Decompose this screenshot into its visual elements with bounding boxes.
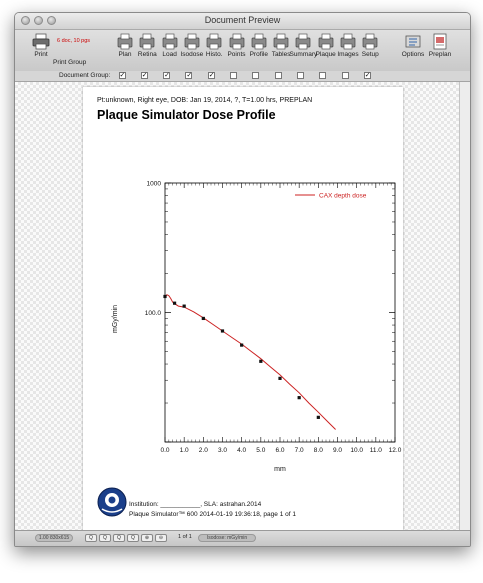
preview-area[interactable] [15, 82, 470, 530]
tables-icon [272, 33, 290, 50]
toolbar [15, 30, 470, 72]
toolbar-item-label: Summary [289, 51, 318, 58]
data-point [202, 317, 205, 320]
toolbar-item-label: Setup [361, 51, 379, 58]
cax-depth-dose-line [165, 295, 336, 430]
title-bar [15, 13, 470, 30]
data-point [240, 344, 243, 347]
toolbar-setup-button[interactable] [358, 33, 382, 58]
images-icon [339, 33, 357, 50]
data-point [278, 377, 281, 380]
toolbar-item-label: Load [162, 51, 177, 58]
data-point [317, 416, 320, 419]
document-group-checkbox[interactable]: ✓ [164, 72, 170, 79]
zoom-plus-button[interactable]: ⊕ [141, 534, 153, 542]
x-tick-label: 10.0 [350, 447, 363, 454]
document-group-checkbox[interactable] [230, 72, 237, 79]
isodose-icon [183, 33, 201, 50]
options-icon [404, 33, 422, 50]
plan-icon [116, 33, 134, 50]
document-group-checkbox[interactable]: ✓ [119, 72, 126, 79]
zoom-fit-button[interactable]: Q [113, 534, 125, 542]
document-group-checkbox[interactable]: ✓ [364, 72, 371, 79]
toolbar-item-label: Images [337, 51, 359, 58]
data-point [163, 295, 166, 298]
x-tick-label: 1.0 [179, 447, 189, 454]
zoom-minus-button[interactable]: ⊖ [155, 534, 167, 542]
points-icon [228, 33, 246, 50]
profile-icon [250, 33, 268, 50]
histogram-icon [205, 33, 223, 50]
toolbar-item-label: Isodose [180, 51, 204, 58]
y-axis-label: mGy/min [112, 305, 119, 333]
toolbar-item-label: Points [227, 51, 246, 58]
document-page [83, 87, 403, 532]
preplan-label: Preplan [428, 51, 452, 58]
x-tick-label: 0.0 [160, 447, 170, 454]
vertical-scrollbar[interactable] [459, 82, 470, 530]
toolbar-item-label: Profile [249, 51, 269, 58]
y-tick-label: 1000 [146, 180, 161, 188]
footer-institution: Institution: ___________, SLA: astrahan.2014 [129, 501, 262, 508]
eye-physics-logo-icon [97, 487, 127, 517]
setup-icon [361, 33, 379, 50]
document-group-checkbox[interactable] [342, 72, 349, 79]
document-preview-window [14, 12, 471, 547]
toolbar-item-label: Tables [271, 51, 291, 58]
patient-info-line: Pt:unknown, Right eye, DOB: Jan 19, 2014, ?, T=1.00 hrs, PREPLAN [97, 97, 313, 104]
summary-icon [294, 33, 312, 50]
data-point [221, 329, 224, 332]
x-tick-label: 3.0 [217, 447, 228, 454]
page-indicator: 1 of 1 [178, 534, 192, 540]
printer-icon [32, 33, 50, 50]
retina-icon [138, 33, 156, 50]
x-tick-label: 9.0 [332, 447, 343, 454]
document-group-bar [15, 71, 470, 82]
y-tick-label: 100.0 [144, 310, 161, 317]
document-group-checkbox[interactable]: ✓ [208, 72, 215, 79]
data-point [298, 396, 301, 399]
data-point [259, 360, 262, 363]
plot-frame [165, 183, 395, 442]
preplan-icon [431, 33, 449, 50]
zoom-in-button[interactable]: Q [85, 534, 97, 542]
print-group-button[interactable]: Print Group [53, 59, 87, 66]
document-group-checkbox[interactable]: ✓ [186, 72, 193, 79]
document-group-checkbox[interactable] [297, 72, 304, 79]
legend-label: CAX depth dose [319, 192, 367, 200]
print-button[interactable] [29, 33, 53, 58]
status-bar [15, 530, 470, 546]
zoom-out-button[interactable]: Q [99, 534, 111, 542]
print-group-value: 6 doc, 10 pgs [57, 38, 91, 44]
x-tick-label: 7.0 [294, 447, 304, 454]
load-icon [161, 33, 179, 50]
x-axis-label: mm [274, 466, 286, 473]
zoom-actual-button[interactable]: Q [127, 534, 139, 542]
x-tick-label: 12.0 [388, 447, 402, 454]
window-title: Document Preview [204, 15, 281, 25]
toolbar-item-label: Plan [118, 51, 132, 58]
print-label: Print [34, 51, 48, 58]
page-title: Plaque Simulator Dose Profile [97, 108, 276, 122]
preplan-button[interactable] [428, 33, 452, 58]
options-label: Options [401, 51, 425, 58]
document-group-label: Document Group: [59, 72, 111, 79]
x-tick-label: 8.0 [313, 447, 323, 454]
footer-software: Plaque Simulator™ 600 2014-01-19 19:36:18, page 1 of 1 [129, 511, 296, 518]
x-tick-label: 5.0 [256, 447, 266, 454]
mode-selector[interactable]: Isodose: mGy/min [198, 534, 256, 542]
document-group-checkbox[interactable]: ✓ [141, 72, 148, 79]
data-point [183, 305, 186, 308]
toolbar-item-label: Retina [137, 51, 157, 58]
x-tick-label: 4.0 [237, 447, 247, 454]
toolbar-item-label: Histo. [205, 51, 223, 58]
toolbar-item-label: Plaque [315, 51, 336, 58]
data-point [173, 302, 176, 305]
coordinate-readout: 1.00 830x615 [35, 534, 73, 542]
plaque-icon [317, 33, 335, 50]
x-tick-label: 2.0 [198, 447, 208, 454]
x-tick-label: 11.0 [369, 447, 382, 454]
x-tick-label: 6.0 [275, 447, 285, 454]
document-group-checkbox[interactable] [319, 72, 326, 79]
dose-profile-chart [83, 139, 403, 479]
document-group-checkbox[interactable] [252, 72, 259, 79]
document-group-checkbox[interactable] [275, 72, 282, 79]
